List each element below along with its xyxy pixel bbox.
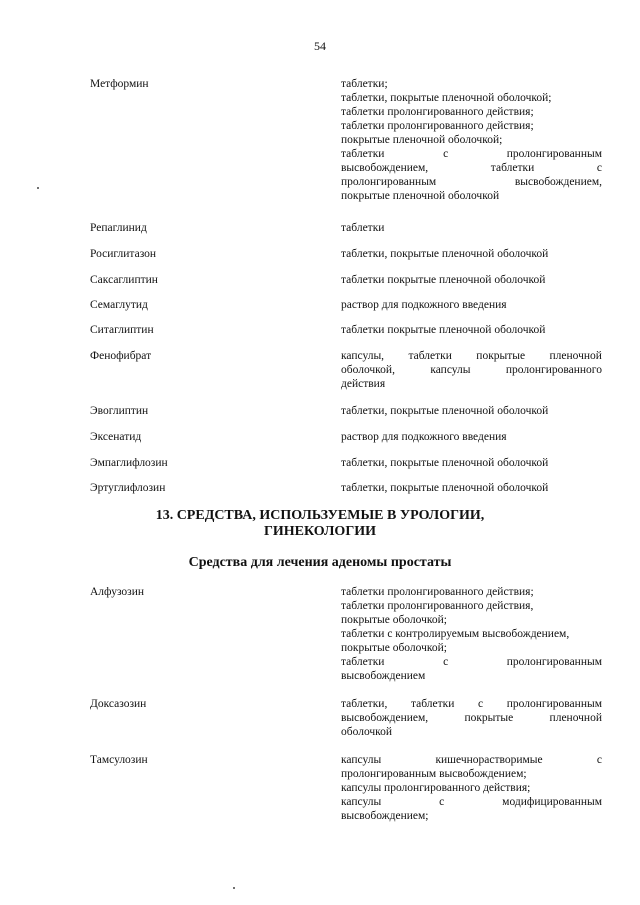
dosage-form-line — [341, 247, 602, 261]
dosage-form-word: раствор для подкожного введения — [341, 299, 507, 311]
dosage-form-word: таблетки, покрытые пленочной оболочкой — [341, 405, 549, 417]
dosage-form-word: таблетки пролонгированного действия; — [341, 120, 534, 132]
section-heading-line-2: ГИНЕКОЛОГИИ — [263, 524, 377, 539]
dosage-form-line — [341, 323, 602, 337]
drug-name: Эксенатид — [90, 431, 142, 443]
dosage-form-word: пролонгированным — [506, 656, 602, 668]
dosage-form-word: покрытые — [464, 712, 514, 724]
drug-name: Семаглутид — [90, 299, 148, 311]
dosage-form-word: таблетки пролонгированного действия, — [341, 600, 534, 612]
scan-speck — [233, 887, 235, 889]
drug-name: Ситаглиптин — [90, 324, 154, 336]
dosage-form-line — [341, 767, 602, 781]
dosage-form-word: таблетки, покрытые пленочной оболочкой — [341, 457, 549, 469]
dosage-form-word: действия — [341, 378, 386, 390]
dosage-form-word: кишечнорастворимые — [435, 754, 543, 766]
dosage-form-line — [341, 349, 602, 363]
page-number: 54 — [314, 39, 326, 53]
dosage-form — [341, 323, 602, 337]
dosage-form-line — [341, 273, 602, 287]
dosage-form — [341, 404, 602, 418]
dosage-form-line — [341, 175, 602, 189]
dosage-form-line — [341, 795, 602, 809]
dosage-form-line — [341, 133, 602, 147]
scan-speck — [37, 187, 39, 189]
dosage-form-line — [341, 105, 602, 119]
dosage-form-line — [341, 655, 602, 669]
dosage-form — [341, 697, 602, 739]
dosage-form-word: высвобождением, — [514, 176, 602, 188]
dosage-form-line — [341, 599, 602, 613]
dosage-form — [341, 349, 602, 391]
drug-name: Фенофибрат — [90, 350, 152, 362]
dosage-form-word: таблетки — [410, 698, 455, 710]
dosage-form-line — [341, 697, 602, 711]
dosage-form-line — [341, 119, 602, 133]
dosage-form-word: капсулы — [430, 364, 471, 376]
dosage-form-line — [341, 363, 602, 377]
dosage-form-word: высвобождением; — [341, 810, 429, 822]
dosage-form-line — [341, 456, 602, 470]
dosage-form-word: модифицированным — [502, 796, 602, 808]
dosage-form-word: таблетки — [490, 162, 535, 174]
drug-name: Росиглитазон — [90, 248, 157, 260]
drug-name: Тамсулозин — [90, 754, 148, 766]
dosage-form-line — [341, 147, 602, 161]
dosage-form-word: таблетки — [341, 656, 385, 668]
dosage-form — [341, 481, 602, 495]
dosage-form-line — [341, 77, 602, 91]
dosage-form-line — [341, 641, 602, 655]
dosage-form — [341, 247, 602, 261]
dosage-form-line — [341, 91, 602, 105]
dosage-form — [341, 753, 602, 823]
dosage-form-word: таблетки, — [341, 698, 388, 710]
drug-name: Саксаглиптин — [90, 274, 158, 286]
dosage-form-word: таблетки покрытые пленочной оболочкой — [341, 324, 546, 336]
dosage-form-line — [341, 404, 602, 418]
dosage-form-word: таблетки, покрытые пленочной оболочкой — [341, 482, 549, 494]
dosage-form-word: покрытые пленочной оболочкой; — [341, 134, 503, 146]
dosage-form-line — [341, 585, 602, 599]
dosage-form — [341, 77, 602, 203]
dosage-form-word: капсулы пролонгированного действия; — [341, 782, 531, 794]
dosage-form-word: с — [439, 796, 445, 808]
dosage-form-word: таблетки с контролируемым высвобождением, — [341, 628, 570, 640]
dosage-form-word: пролонгированным — [341, 176, 437, 188]
dosage-form-word: таблетки — [341, 222, 385, 234]
dosage-form — [341, 221, 602, 235]
dosage-form-word: высвобождением, — [341, 712, 429, 724]
subsection-heading: Средства для лечения аденомы простаты — [188, 555, 452, 570]
dosage-form-word: покрытые — [476, 350, 526, 362]
dosage-form-word: с — [443, 148, 449, 160]
drug-name: Эмпаглифлозин — [90, 457, 168, 469]
dosage-form-word: покрытые оболочкой; — [341, 642, 447, 654]
dosage-form-line — [341, 711, 602, 725]
dosage-form-word: таблетки, покрытые пленочной оболочкой — [341, 248, 549, 260]
dosage-form-word: капсулы — [341, 754, 382, 766]
dosage-form-line — [341, 430, 602, 444]
dosage-form-word: покрытые пленочной оболочкой — [341, 190, 500, 202]
dosage-form-line — [341, 753, 602, 767]
dosage-form-line — [341, 377, 602, 391]
dosage-form-word: таблетки; — [341, 78, 388, 90]
dosage-form-word: пролонгированным — [506, 698, 602, 710]
dosage-form-word: капсулы — [341, 796, 382, 808]
dosage-form-word: пролонгированным высвобождением; — [341, 768, 527, 780]
dosage-form-word: пролонгированного — [505, 364, 602, 376]
dosage-form-word: пленочной — [549, 712, 602, 724]
dosage-form-word: оболочкой — [341, 726, 393, 738]
dosage-form — [341, 456, 602, 470]
dosage-form-line — [341, 627, 602, 641]
dosage-form — [341, 298, 602, 312]
dosage-form-word: покрытые оболочкой; — [341, 614, 447, 626]
dosage-form-line — [341, 161, 602, 175]
drug-name: Доксазозин — [90, 698, 147, 710]
dosage-form-word: высвобождением, — [341, 162, 429, 174]
dosage-form-word: пленочной — [549, 350, 602, 362]
dosage-form-word: таблетки пролонгированного действия; — [341, 106, 534, 118]
dosage-form-word: с — [596, 754, 602, 766]
dosage-form-line — [341, 221, 602, 235]
drug-name: Метформин — [90, 78, 149, 90]
dosage-form-word: таблетки — [408, 350, 452, 362]
dosage-form-word: таблетки пролонгированного действия; — [341, 586, 534, 598]
dosage-form-word: таблетки покрытые пленочной оболочкой — [341, 274, 546, 286]
dosage-form-line — [341, 481, 602, 495]
dosage-form-line — [341, 298, 602, 312]
dosage-form-line — [341, 613, 602, 627]
dosage-form-word: с — [596, 162, 602, 174]
dosage-form-line — [341, 781, 602, 795]
dosage-form — [341, 273, 602, 287]
section-heading-line-1: 13. СРЕДСТВА, ИСПОЛЬЗУЕМЫЕ В УРОЛОГИИ, — [155, 508, 485, 523]
dosage-form-word: раствор для подкожного введения — [341, 431, 507, 443]
drug-name: Алфузозин — [90, 586, 145, 598]
drug-name: Эвоглиптин — [90, 405, 149, 417]
dosage-form — [341, 430, 602, 444]
drug-name: Эртуглифлозин — [90, 482, 166, 494]
dosage-form-word: таблетки, покрытые пленочной оболочкой; — [341, 92, 552, 104]
dosage-form-word: оболочкой, — [341, 364, 395, 376]
dosage-form-line — [341, 725, 602, 739]
dosage-form-word: с — [443, 656, 449, 668]
dosage-form-line — [341, 809, 602, 823]
dosage-form-word: с — [478, 698, 484, 710]
dosage-form-word: высвобождением — [341, 670, 426, 682]
dosage-form-word: капсулы, — [341, 350, 385, 362]
dosage-form-line — [341, 669, 602, 683]
dosage-form-word: таблетки — [341, 148, 385, 160]
dosage-form-word: пролонгированным — [506, 148, 602, 160]
drug-name: Репаглинид — [90, 222, 147, 234]
dosage-form — [341, 585, 602, 683]
dosage-form-line — [341, 189, 602, 203]
